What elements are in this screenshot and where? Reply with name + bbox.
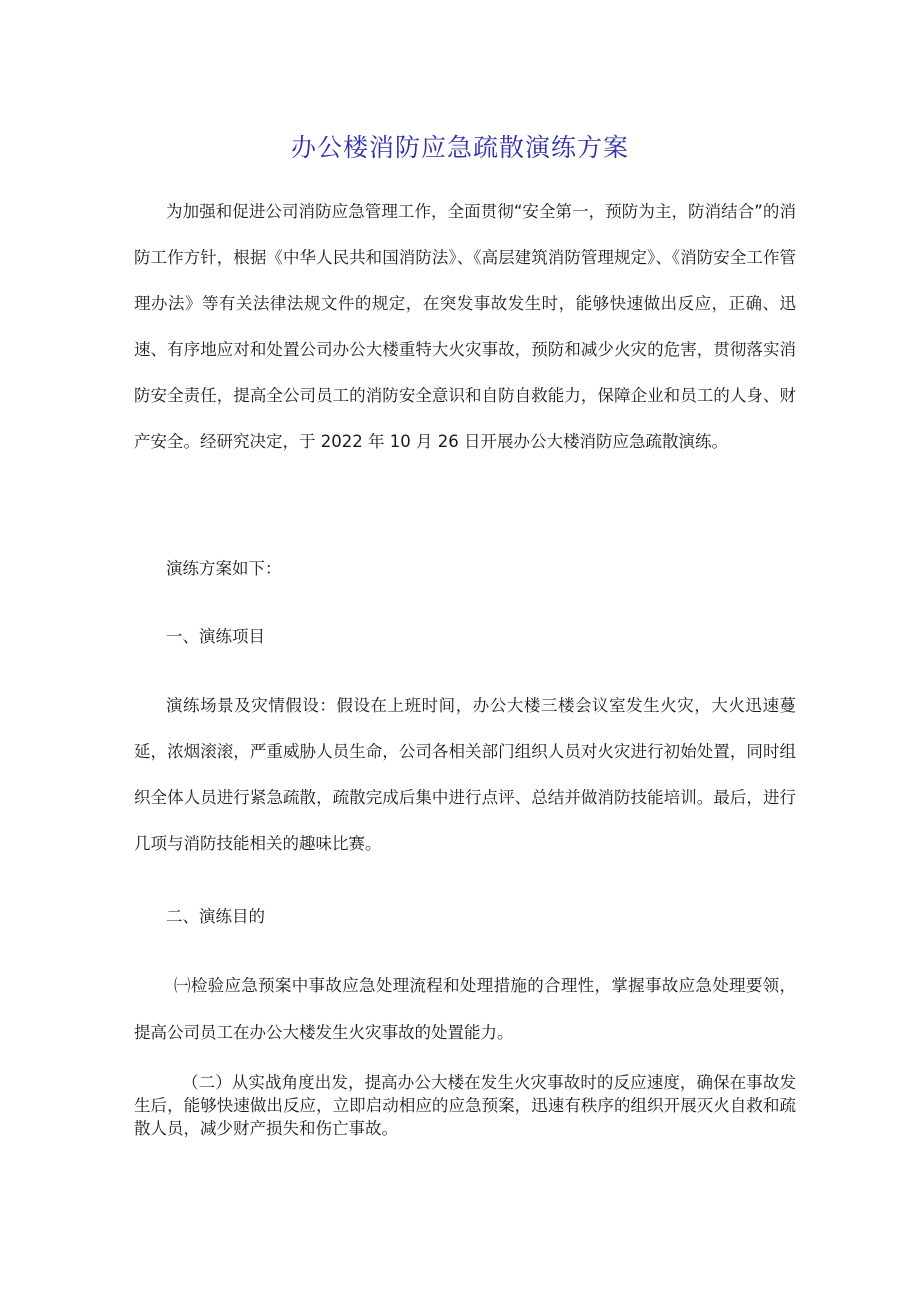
section1-heading: 一、演练项目 [166,627,265,646]
section2-item1: ㈠检验应急预案中事故应急处理流程和处理措施的合理性，掌握事故应急处理要领，提高公司员工在办公大楼发生火灾事故的处置能力。 [134,976,796,1042]
section2-heading: 二、演练目的 [166,907,265,926]
plan-intro: 演练方案如下： [166,559,282,578]
section1-paragraph: 演练场景及灾情假设：假设在上班时间，办公大楼三楼会议室发生火灾，大火迅速蔓延，浓烟滚滚，严重威胁人员生命，公司各相关部门组织人员对火灾进行初始处置，同时组织全体人员进行紧急疏散，疏散完成后集中进行点评、总结并做消防技能培训。最后，进行几项与消防技能相关的趣味比赛。 [134,696,796,853]
intro-paragraph: 为加强和促进公司消防应急管理工作，全面贯彻“安全第一，预防为主，防消结合”的消防工作方针，根据《中华人民共和国消防法》、《高层建筑消防管理规定》、《消防安全工作管理办法》等有关法律法规文件的规定，在突发事故发生时，能够快速做出反应，正确、迅速、有序地应对和处置公司办公大楼重特大火灾事故，预防和减少火灾的危害，贯彻落实消防安全责任，提高全公司员工的消防安全意识和自防自救能力，保障企业和员工的人身、财产安全。经研究决定，于 2022 年 10 月 26 日开展办公大楼消防应急疏散演练。 [134,202,796,451]
section2-item2: （二）从实战角度出发，提高办公大楼在发生火灾事故时的反应速度，确保在事故发生后，能够快速做出反应，立即启动相应的应急预案，迅速有秩序的组织开展灭火自救和疏散人员，减少财产损失和伤亡事故。 [134,1073,796,1138]
document-title: 办公楼消防应急疏散演练方案 [290,133,629,162]
